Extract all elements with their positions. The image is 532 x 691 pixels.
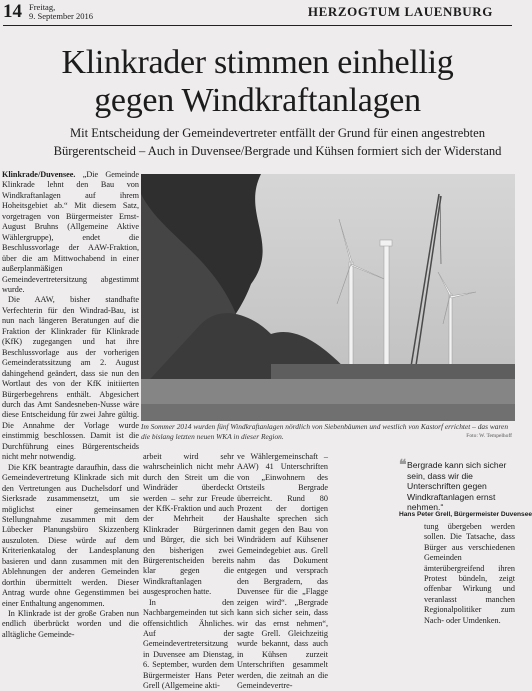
body-column-1 <box>143 452 234 690</box>
issue-weekday: Freitag, <box>29 2 56 12</box>
header-rule <box>3 25 512 26</box>
column-2-paragraph-1: ve Wählergemeinschaft – AAW) 41 Unterschriften von „Einwohnern des Ortsteils Bergrade überreicht. Rund 80 Prozent der dortigen Haushalte sprechen sich damit gegen den Bau von Windrädern auf Kühsener Gemeindegebiet aus. Grell nahm das Dokument entgegen und versprach den Bergradern, das Duvensee für die „Flagge zeigen wird“. „Bergrade kann sich sicher sein, dass wir das ernst nehmen“, sagte Grell. Gleichzeitig wurde bekannt, dass auch in Kühsen zurzeit Unterschriften gesammelt werden, die zeitnah an die Gemeindevertre- <box>237 452 328 690</box>
subheadline-line-2: Bürgerentscheid – Auch in Duvensee/Bergrade und Kühsen formiert sich der Widerstand <box>53 144 502 158</box>
dateline: Klinkrade/Duvensee. <box>2 170 76 179</box>
turbine-2-tower <box>384 244 389 384</box>
body-column-3 <box>424 522 515 625</box>
field-foreground <box>141 404 515 421</box>
quote-text: Bergrade kann sich sicher sein, dass wir die Unterschriften gegen Windkraftanlagen ernst nehmen.“ <box>407 460 507 513</box>
subheadline-line-1: Mit Entscheidung der Gemeindevertreter entfällt der Grund für einen angestrebten <box>69 126 486 140</box>
turbine-2-nacelle <box>380 240 392 246</box>
paragraph-1-text: „Die Gemeinde Klinkrade lehnt den Bau von Windkraftanlagen auf ihrem Hoheitsgebiet ab.“ Mit diesem Satz, vorgetragen von Bürgermeister Ernst-August Bruhns (Allgemeine Aktive Wählergruppe), endet die Beschlussvorlage der AAW-Fraktion, über die am Mittwochabend in einer außerplanmäßigen Gemeindevertretersitzung abgestimmt wurde. <box>2 170 139 294</box>
column-1-paragraph-2: In den Nachbargemeinden tut sich offensichtlich Ähnliches. Auf der Gemeindevertretersitzung in Duvensee am Dienstag, 6. September, wurden dem Bürgermeister Hans Peter Grell (Allgemeine akti- <box>143 597 234 690</box>
article-photo <box>141 174 515 421</box>
paragraph-4: In Klinkrade ist der große Graben nun endlich überbrückt worden und die alltägliche Gemeinde- <box>2 609 139 639</box>
lead-paragraph <box>2 170 139 295</box>
quote-author: Hans Peter Grell, Bürgermeister Duvensee <box>399 511 532 518</box>
photo-credit: Foto: W. Tempelhoff <box>466 433 512 439</box>
headline-line-2: gegen Windkraftanlagen <box>94 82 421 119</box>
wind-turbine-photo <box>141 174 515 421</box>
headline <box>0 44 515 120</box>
issue-day: 9. September 2016 <box>29 11 93 21</box>
section-title: HERZOGTUM LAUENBURG <box>307 4 493 19</box>
issue-date <box>29 3 129 21</box>
paragraph-3: Die KfK beantragte daraufhin, dass die Gemeindevertretung Klinkrade sich mit den Vertretungen aus Duchelsdorf und Sierksrade zusammensetzt, um sie möglichst einer gemeinsamen Stellungnahme zusammen mit dem Lübecker Planungsbüro Skizzenberg auszuloten. Diese würde auf dem Kriterienkatalog der Landesplanung basieren und dann zusammen mit den Ablehnungen der anderen Gemeinden dorthin übermittelt werden. Dieser Antrag wurde ohne Gegenstimmen bei einer Enthaltung angenommen. <box>2 462 139 608</box>
subheadline <box>40 124 515 160</box>
column-3-paragraph-1: tung übergeben werden sollen. Die Tatsache, dass Bürger aus verschiedenen Gemeinden ämterübergreifend ihren Protest bündeln, zeigt offenbar Wirkung und veranlasst manchen Regionalpolitiker zum Nach- oder Umdenken. <box>424 522 515 625</box>
paragraph-2: Die AAW, bisher standhafte Verfechterin für den Windrad-Bau, ist nun nach längeren Beratungen auf die Fraktion der Klinkrader für Klinkrade (KfK) zugegangen und hat ihre Beschlussvorlage aus der vorherigen Gemeinderatssitzung am 2. August dahingehend geändert, dass sie nun den Wortlaut des von der KfK initiierten Bürgerbegehrens enthält. Abgesichert durch das Amt Sandesneben-Nusse wäre diese Entscheidung für zwei Jahre gültig. Die Annahme der Vorlage wurde einstimmig beschlossen. Damit ist die Durchführung eines Bürgerentscheids nicht mehr notwendig. <box>2 295 139 462</box>
lead-column <box>2 170 139 639</box>
photo-caption: Im Sommer 2014 wurden fünf Windkraftanlagen nördlich von Siebenbäumen und westlich von Kastorf errichtet – das waren die bislang letzten neuen WKA in dieser Region. <box>141 422 509 441</box>
quote-mark-icon: ❝ <box>399 458 407 473</box>
body-column-2 <box>237 452 328 690</box>
headline-line-1: Klinkrader stimmen einhellig <box>61 44 454 81</box>
page-header <box>0 0 515 26</box>
column-1-paragraph-1: arbeit wird sehr wahrscheinlich nicht mehr durch den Streit um die Windräder überdeckt werden – sehr zur Freude der KfK-Fraktion und auch der Mehrheit der Klinkrader Bürgerinnen und Bürger, die sich bei den bisherigen zwei Bürgerentscheiden bereits klar gegen die Windkraftanlagen ausgesprochen hatte. <box>143 452 234 597</box>
page-number: 14 <box>3 1 22 22</box>
